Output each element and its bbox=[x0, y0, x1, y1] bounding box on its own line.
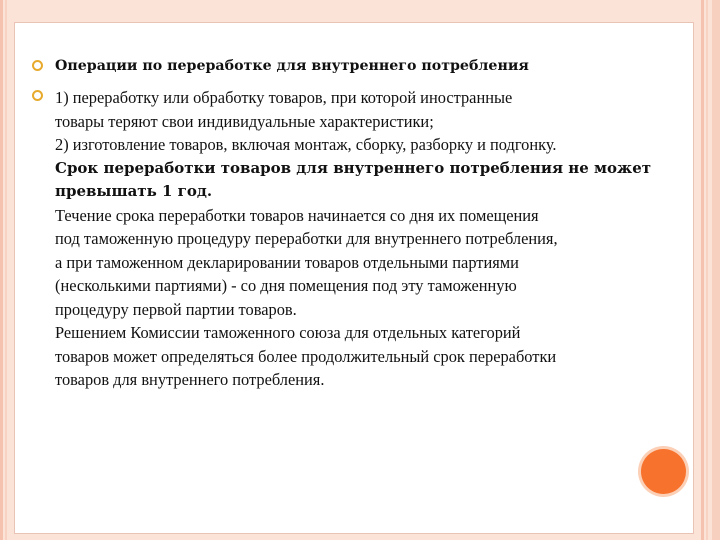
body-line: 1) переработку или обработку товаров, при которой иностранные bbox=[55, 88, 513, 107]
left-stripe-inner bbox=[5, 0, 7, 540]
bullet-circle-icon bbox=[32, 60, 43, 71]
bullet-circle-icon bbox=[32, 90, 43, 101]
body-line: (несколькими партиями) - со дня помещения под эту таможенную bbox=[55, 276, 517, 295]
body-line: товары теряют свои индивидуальные характеристики; bbox=[55, 111, 434, 131]
body-line: а при таможенном декларировании товаров отдельными партиями bbox=[55, 252, 519, 272]
right-edge bbox=[712, 0, 720, 540]
body-line: товаров для внутреннего потребления. bbox=[55, 370, 325, 389]
bold-line: Срок переработки товаров для внутреннего потребления не может bbox=[55, 158, 652, 177]
bold-line: превышать 1 год. bbox=[55, 182, 213, 200]
accent-dot bbox=[641, 449, 686, 494]
body-line: Решением Комиссии таможенного союза для отдельных категорий bbox=[55, 323, 521, 342]
slide-heading: Операции по переработке для внутреннего потребления bbox=[55, 58, 529, 74]
body-line: процедуру первой партии товаров. bbox=[55, 299, 297, 319]
right-stripe-inner bbox=[706, 0, 708, 540]
body-line: товаров может определяться более продолжительный срок переработки bbox=[55, 346, 557, 366]
body-line: Течение срока переработки товаров начинается со дня их помещения bbox=[55, 205, 539, 225]
left-stripe bbox=[0, 0, 3, 540]
body-line: под таможенную процедуру переработки для внутреннего потребления, bbox=[55, 229, 558, 248]
slide-body bbox=[55, 86, 651, 392]
right-stripe bbox=[701, 0, 704, 540]
body-line: 2) изготовление товаров, включая монтаж, сборку, разборку и подгонку. bbox=[55, 135, 557, 154]
